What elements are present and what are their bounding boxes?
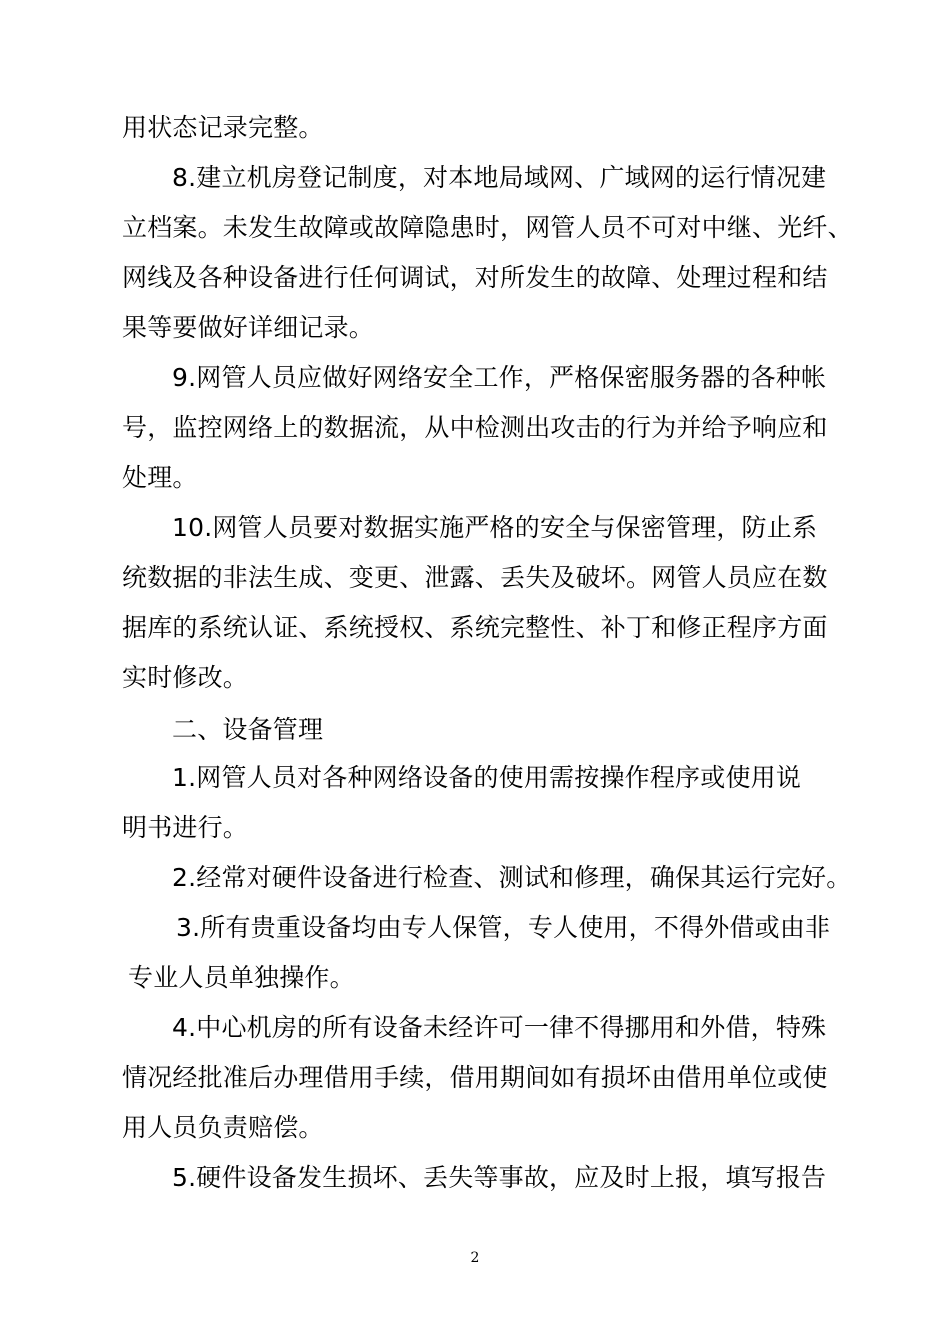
text-line: 果等要做好详细记录。 [122,313,375,342]
section-heading: 二、设备管理 [172,715,324,744]
text-line: 号，监控网络上的数据流，从中检测出攻击的行为并给予响应和 [122,413,828,442]
paragraph-8-line-1: 8.建立机房登记制度，对本地局域网、广域网的运行情况建 [172,163,827,192]
text-line: 处理。 [122,463,198,492]
text-line: 情况经批准后办理借用手续，借用期间如有损坏由借用单位或使 [122,1063,828,1092]
text-line: 用人员负责赔偿。 [122,1113,324,1142]
paragraph-10-line-1: 10.网管人员要对数据实施严格的安全与保密管理，防止系 [172,513,818,542]
device-item-3-line-1: 3.所有贵重设备均由专人保管，专人使用，不得外借或由非 [176,913,831,942]
device-item-1-line-1: 1.网管人员对各种网络设备的使用需按操作程序或使用说 [172,763,802,792]
text-line: 用状态记录完整。 [122,113,324,142]
text-line: 网线及各种设备进行任何调试，对所发生的故障、处理过程和结 [122,263,828,292]
device-item-5-line-1: 5.硬件设备发生损坏、丢失等事故，应及时上报，填写报告 [172,1163,827,1192]
page-number: 2 [470,1250,480,1266]
device-item-2: 2.经常对硬件设备进行检查、测试和修理，确保其运行完好。 [172,863,852,892]
text-line: 统数据的非法生成、变更、泄露、丢失及破坏。网管人员应在数 [122,563,828,592]
paragraph-9-line-1: 9.网管人员应做好网络安全工作，严格保密服务器的各种帐 [172,363,827,392]
text-line: 立档案。未发生故障或故障隐患时，网管人员不可对中继、光纤、 [122,213,853,242]
device-item-4-line-1: 4.中心机房的所有设备未经许可一律不得挪用和外借，特殊 [172,1013,827,1042]
text-line: 明书进行。 [122,813,249,842]
text-line: 专业人员单独操作。 [128,963,355,992]
text-line: 实时修改。 [122,663,249,692]
text-line: 据库的系统认证、系统授权、系统完整性、补丁和修正程序方面 [122,613,828,642]
